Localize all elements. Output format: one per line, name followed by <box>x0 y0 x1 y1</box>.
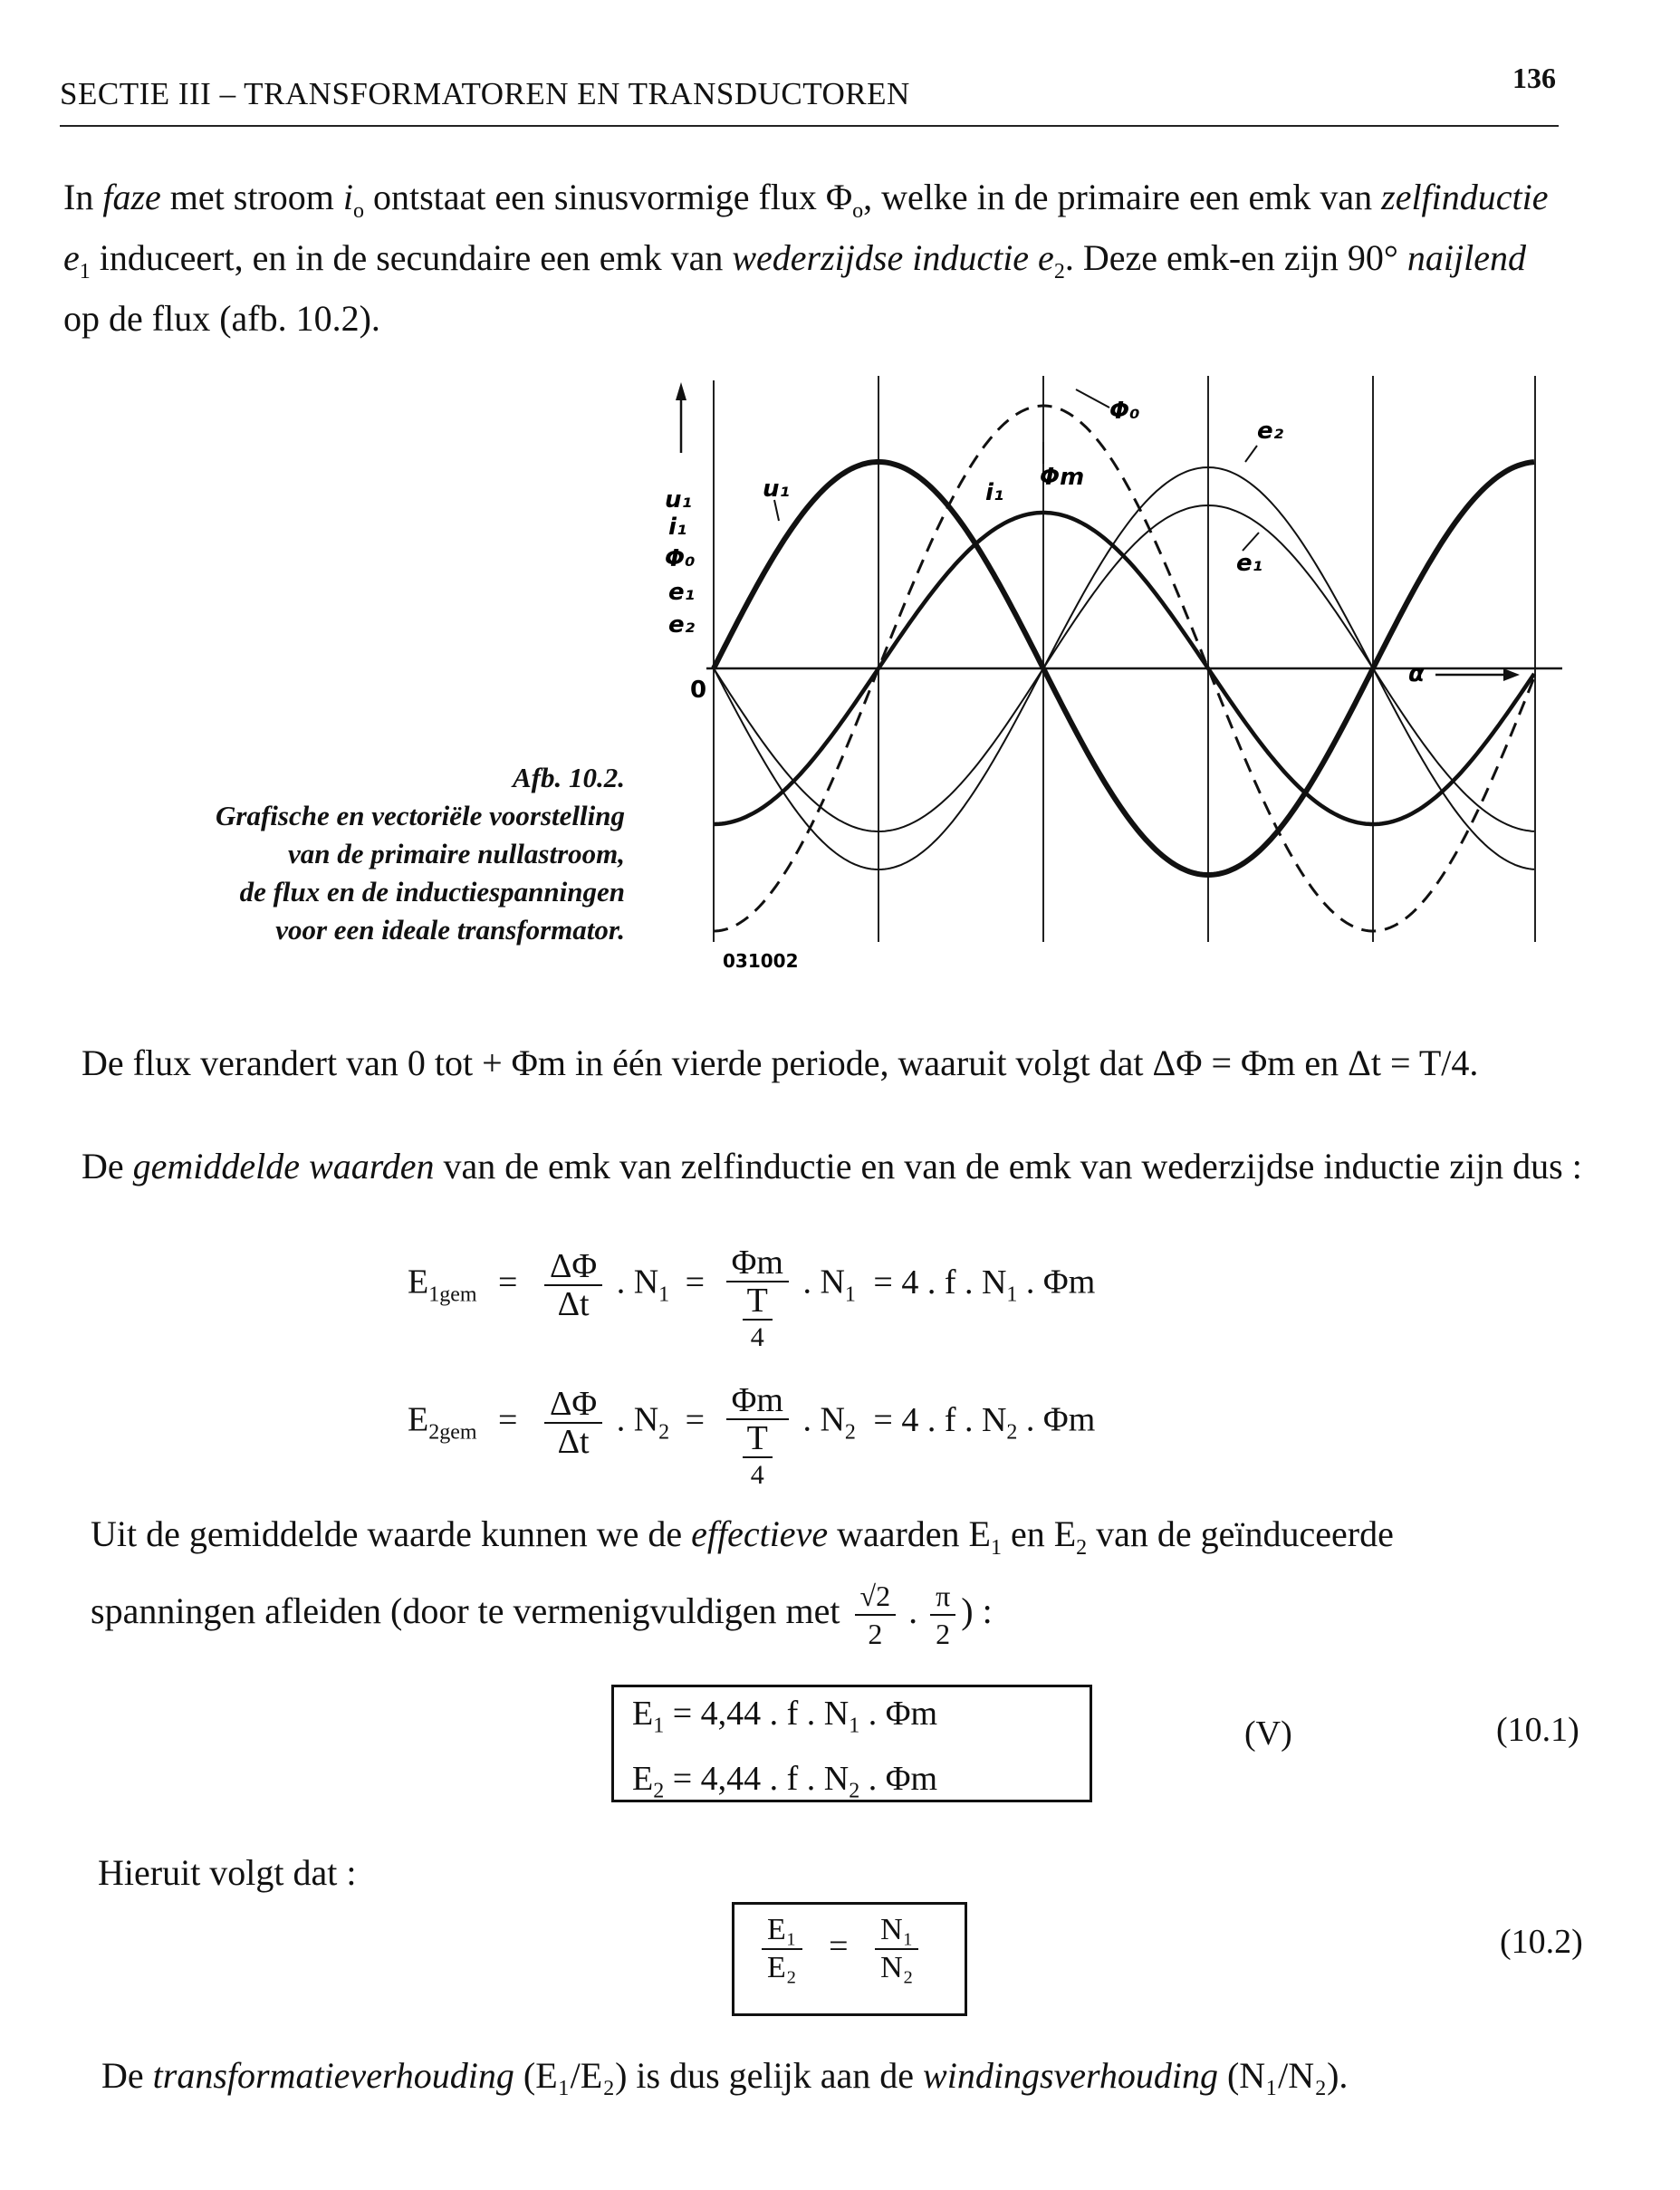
effective-values-paragraph <box>91 1511 1594 1571</box>
figure-code: 031002 <box>723 950 799 972</box>
page-number: 136 <box>1512 62 1556 94</box>
frac-den2: 4 <box>743 1319 773 1355</box>
section-header: SECTIE III – TRANSFORMATOREN EN TRANSDUCTOREN <box>60 76 910 111</box>
fraction <box>726 1382 789 1493</box>
frac-den2: 4 <box>743 1456 773 1493</box>
eq-text: = 4 . f . N <box>873 1263 1007 1302</box>
sqrt2-fraction <box>855 1578 897 1652</box>
para6-text: (N₁/N₂). <box>1217 2055 1349 2096</box>
intro-zelfinductie: zelfinductie e <box>63 177 1549 278</box>
eq-sub: 2 <box>1006 1420 1018 1445</box>
eq-text: . Φm <box>859 1695 938 1733</box>
eq-text: . Φm <box>1025 1400 1096 1439</box>
eq-text: = <box>498 1263 518 1302</box>
frac-num: √2 <box>855 1578 897 1616</box>
fraction <box>544 1248 602 1322</box>
unit-volt: (V) <box>1244 1715 1292 1753</box>
frac-num: N₁ <box>875 1912 918 1950</box>
para4-text: van de geïnduceerde <box>1087 1513 1394 1554</box>
eq-text: = 4,44 . f . N <box>664 1695 850 1733</box>
figure-caption <box>109 759 625 949</box>
intro-text: , welke in de primaire een emk van <box>863 177 1382 217</box>
hieruit-paragraph: Hieruit volgt dat : <box>98 1852 357 1893</box>
para4-effectieve: effectieve <box>691 1513 829 1554</box>
frac-den: T <box>746 1419 768 1457</box>
para4-text: waarden E <box>828 1513 991 1554</box>
e1-pointer <box>1243 533 1259 551</box>
boxed-equation-10-2 <box>732 1902 967 2016</box>
y-arrowhead <box>676 382 686 400</box>
eq-sub: 1 <box>653 1714 665 1738</box>
frac-den: Δt <box>557 1285 590 1323</box>
figure-gridlines <box>714 376 1535 942</box>
frac-den: E₂ <box>767 1951 797 1984</box>
eq-sub: 1 <box>849 1714 860 1738</box>
conclusion-paragraph <box>101 2052 1605 2099</box>
box1-row1 <box>632 1687 1090 1753</box>
intro-wederzijdse: wederzijdse inductie e <box>732 237 1054 278</box>
eq-text: = <box>685 1263 706 1302</box>
intro-text: ontstaat een sinusvormige flux Φ <box>363 177 853 217</box>
eq-sub: 2gem <box>428 1420 477 1445</box>
para4-text: ) : <box>961 1590 993 1632</box>
para6-text: (E₁/E₂) is dus gelijk aan de <box>514 2055 924 2096</box>
eq-sub: 2 <box>653 1779 665 1803</box>
eq-text: . N <box>802 1263 845 1302</box>
frac-den: 2 <box>936 1618 951 1650</box>
intro-sub: o <box>852 199 864 223</box>
intro-faze: faze <box>102 177 161 217</box>
intro-naijlend: naijlend <box>1406 237 1526 278</box>
para4-sub: 2 <box>1076 1536 1088 1560</box>
mean-values-paragraph <box>82 1143 1585 1190</box>
e2-pointer <box>1245 446 1257 462</box>
eq-sub: 2 <box>658 1420 670 1445</box>
intro-text: op de flux (afb. 10.2). <box>63 298 380 339</box>
caption-line: de flux en de inductiespanningen <box>239 876 625 908</box>
axis-label-e1: e₁ <box>668 579 696 606</box>
e-ratio-fraction <box>762 1912 802 1986</box>
fraction <box>726 1244 789 1355</box>
frac-den: Δt <box>557 1423 590 1461</box>
para6-windingsverhouding: windingsverhouding <box>923 2055 1218 2096</box>
fraction <box>544 1386 602 1460</box>
n-ratio-fraction <box>875 1912 918 1986</box>
eq-sub: 1 <box>844 1282 856 1307</box>
curve-label-e2: e₂ <box>1257 418 1284 445</box>
eq-text: E <box>632 1759 654 1798</box>
effective-values-line2 <box>91 1578 1594 1652</box>
caption-line: Grafische en vectoriële voorstelling <box>216 800 625 831</box>
caption-line: van de primaire nullastroom, <box>287 838 625 869</box>
eq-text: . N <box>616 1400 659 1439</box>
eq-text: = <box>498 1400 518 1439</box>
caption-line: voor een ideale transformator. <box>275 914 625 946</box>
equation-e2gem <box>408 1381 1096 1493</box>
flux-paragraph: De flux verandert van 0 tot + Φm in één vierde periode, waaruit volgt dat ΔΦ = Φm en Δt = T/4. <box>82 1042 1479 1083</box>
u1-pointer <box>774 500 779 521</box>
pi-fraction <box>930 1578 955 1652</box>
eq-sub: 2 <box>844 1420 856 1445</box>
frac-num: ΔΦ <box>544 1248 602 1286</box>
frac-num: ΔΦ <box>544 1386 602 1424</box>
intro-paragraph <box>63 174 1558 342</box>
frac-den: N₂ <box>880 1951 914 1984</box>
para4-sub: 1 <box>990 1536 1002 1560</box>
equation-number-10-2: (10.2) <box>1500 1923 1583 1961</box>
eq-text: = 4 . f . N <box>873 1400 1007 1439</box>
eq-text: = <box>685 1400 706 1439</box>
eq-sub: 2 <box>849 1779 860 1803</box>
para4-text: en E <box>1001 1513 1077 1554</box>
curve-label-u1: u₁ <box>763 475 790 503</box>
eq-sub: 1 <box>658 1282 670 1307</box>
curve-label-e1: e₁ <box>1236 550 1263 577</box>
intro-text: induceert, en in de secundaire een emk van <box>90 237 733 278</box>
eq-text: E <box>408 1400 429 1439</box>
eq-text: E <box>408 1263 429 1302</box>
equation-number-10-1: (10.1) <box>1496 1711 1579 1749</box>
eq-text: . Φm <box>859 1759 938 1798</box>
frac-num: E₁ <box>762 1912 802 1950</box>
para3-text: van de emk van zelfinductie en van de emk van wederzijdse inductie zijn dus : <box>434 1146 1582 1186</box>
intro-sub: 1 <box>79 260 91 283</box>
eq-sub: 1gem <box>428 1282 477 1307</box>
box1-row2 <box>632 1753 1090 1818</box>
curve-label-i1: i₁ <box>985 479 1004 506</box>
eq-text: E <box>632 1695 654 1733</box>
eq-text: . N <box>616 1263 659 1302</box>
intro-text: . Deze emk-en zijn 90° <box>1064 237 1407 278</box>
phi0-pointer <box>1076 389 1109 408</box>
waveform-figure <box>652 362 1576 987</box>
para4-text: Uit de gemiddelde waarde kunnen we de <box>91 1513 692 1554</box>
para3-text: De <box>82 1146 133 1186</box>
frac-den: 2 <box>868 1618 883 1650</box>
axis-label-e2: e₂ <box>668 611 696 639</box>
origin-label: 0 <box>690 677 707 704</box>
eq-text: = 4,44 . f . N <box>664 1759 850 1798</box>
eq-text: = <box>829 1926 849 1965</box>
intro-text: In <box>63 177 103 217</box>
header-rule <box>60 125 1559 127</box>
intro-i0: i <box>342 177 353 217</box>
frac-num: Φm <box>726 1382 789 1420</box>
intro-sub: o <box>352 199 364 223</box>
para6-text: De <box>101 2055 153 2096</box>
alpha-arrowhead <box>1503 668 1520 681</box>
caption-title: Afb. 10.2. <box>513 762 625 793</box>
eq-sub: 1 <box>1006 1282 1018 1307</box>
curve-label-phi0: Φ₀ <box>1109 398 1140 425</box>
equation-e1gem <box>408 1244 1096 1355</box>
intro-text: met stroom <box>160 177 343 217</box>
curve-label-phim: Φm <box>1040 464 1085 491</box>
para4-text: spanningen afleiden (door te vermenigvuldigen met <box>91 1590 850 1632</box>
axis-label-phi0: Φ₀ <box>665 545 696 572</box>
eq-text: . N <box>802 1400 845 1439</box>
frac-num: π <box>930 1578 955 1616</box>
intro-sub: 2 <box>1053 260 1065 283</box>
para6-transformatieverhouding: transformatieverhouding <box>152 2055 514 2096</box>
eq-text: . Φm <box>1025 1263 1096 1302</box>
axis-label-i1: i₁ <box>668 514 687 541</box>
axis-label-u1: u₁ <box>665 486 692 514</box>
boxed-equation-10-1 <box>611 1685 1092 1802</box>
frac-num: Φm <box>726 1244 789 1282</box>
para4-text: . <box>908 1590 918 1632</box>
frac-den: T <box>746 1282 768 1320</box>
para3-gemiddelde: gemiddelde waarden <box>132 1146 435 1186</box>
alpha-label: α <box>1408 660 1425 687</box>
